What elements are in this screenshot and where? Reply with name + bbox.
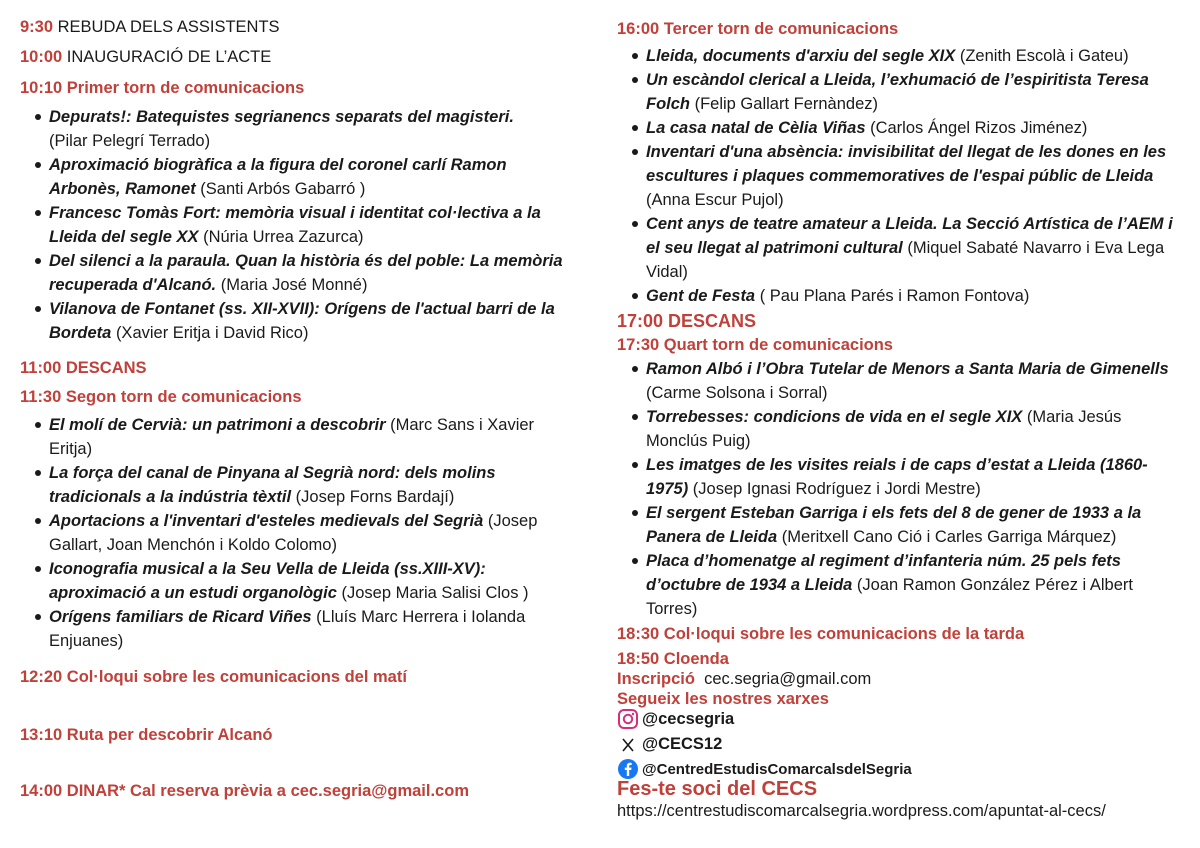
list-item: Gent de Festa ( Pau Plana Parés i Ramon Fontova) bbox=[617, 284, 1183, 308]
list-item: Placa d’homenatge al regiment d’infanteria núm. 25 pels fets d’octubre de 1934 a Lleida (Joan Ramon González Pérez i Albert Torres) bbox=[617, 549, 1183, 621]
facebook-handle: @CentredEstudisComarcalsdelSegria bbox=[642, 760, 912, 778]
event-label: REBUDA DELS ASSISTENTS bbox=[57, 18, 280, 36]
follow-heading: Segueix les nostres xarxes bbox=[617, 690, 829, 708]
list-item: Vilanova de Fontanet (ss. XII-XVII): Orígens de l'actual barri de la Bordeta (Xavier Eritja i David Rico) bbox=[20, 297, 580, 345]
time-label: 10:00 bbox=[20, 48, 63, 66]
registration-label: Inscripció bbox=[617, 670, 695, 688]
route-event: 13:10 Ruta per descobrir Alcanó bbox=[20, 726, 273, 744]
x-handle: @CECS12 bbox=[642, 734, 723, 753]
colloquium-morning: 12:20 Col·loqui sobre les comunicacions del matí bbox=[20, 668, 407, 686]
membership-url[interactable]: https://centrestudiscomarcalsegria.wordpress.com/apuntat-al-cecs/ bbox=[617, 802, 1106, 820]
session1-heading: 10:10 Primer torn de comunicacions bbox=[20, 79, 305, 97]
x-icon bbox=[617, 733, 639, 755]
session1-list bbox=[20, 105, 580, 345]
social-x[interactable] bbox=[617, 733, 722, 755]
session2-list bbox=[20, 413, 580, 653]
break-morning: 11:00 DESCANS bbox=[20, 359, 147, 377]
list-item: Aproximació biogràfica a la figura del coronel carlí Ramon Arbonès, Ramonet (Santi Arbós Gabarró ) bbox=[20, 153, 580, 201]
list-item: Del silenci a la paraula. Quan la història és del poble: La memòria recuperada d'Alcanó. (Maria José Monné) bbox=[20, 249, 580, 297]
list-item: Un escàndol clerical a Lleida, l’exhumació de l’espiritista Teresa Folch (Felip Gallart Fernàndez) bbox=[617, 68, 1183, 116]
event-label: INAUGURACIÓ DE L’ACTE bbox=[66, 48, 272, 66]
agenda-item-welcome bbox=[20, 16, 280, 39]
lunch-event: 14:00 DINAR* Cal reserva prèvia a cec.segria@gmail.com bbox=[20, 782, 469, 800]
list-item: Iconografia musical a la Seu Vella de Lleida (ss.XIII-XV): aproximació a un estudi organològic (Josep Maria Salisi Clos ) bbox=[20, 557, 580, 605]
list-item: El sergent Esteban Garriga i els fets del 8 de gener de 1933 a la Panera de Lleida (Meritxell Cano Ció i Carles Garriga Márquez) bbox=[617, 501, 1183, 549]
session4-list bbox=[617, 357, 1183, 621]
social-instagram[interactable] bbox=[617, 708, 734, 730]
colloquium-afternoon: 18:30 Col·loqui sobre les comunicacions de la tarda bbox=[617, 625, 1025, 643]
list-item: Francesc Tomàs Fort: memòria visual i identitat col·lectiva a la Lleida del segle XX (Núria Urrea Zazurca) bbox=[20, 201, 580, 249]
time-label: 9:30 bbox=[20, 18, 54, 36]
list-item: Les imatges de les visites reials i de caps d’estat a Lleida (1860-1975) (Josep Ignasi Rodríguez i Jordi Mestre) bbox=[617, 453, 1183, 501]
list-item: Ramon Albó i l’Obra Tutelar de Menors a Santa Maria de Gimenells (Carme Solsona i Sorral) bbox=[617, 357, 1183, 405]
break-afternoon: 17:00 DESCANS bbox=[617, 311, 757, 331]
list-item: Cent anys de teatre amateur a Lleida. La Secció Artística de l’AEM i el seu llegat al patrimoni cultural (Miquel Sabaté Navarro i Eva Lega Vidal) bbox=[617, 212, 1183, 284]
list-item: Aportacions a l'inventari d'esteles medievals del Segrià (Josep Gallart, Joan Menchón i Koldo Colomo) bbox=[20, 509, 580, 557]
list-item: Inventari d'una absència: invisibilitat del llegat de les dones en les escultures i plaques commemoratives de l'espai públic de Lleida (Anna Escur Pujol) bbox=[617, 140, 1183, 212]
session4-heading: 17:30 Quart torn de comunicacions bbox=[617, 336, 893, 354]
session3-heading: 16:00 Tercer torn de comunicacions bbox=[617, 20, 899, 38]
list-item: Torrebesses: condicions de vida en el segle XIX (Maria Jesús Monclús Puig) bbox=[617, 405, 1183, 453]
session3-list bbox=[617, 44, 1183, 308]
session2-heading: 11:30 Segon torn de comunicacions bbox=[20, 388, 302, 406]
list-item: La força del canal de Pinyana al Segrià nord: dels molins tradicionals a la indústria tèxtil (Josep Forns Bardají) bbox=[20, 461, 580, 509]
agenda-item-inauguration bbox=[20, 46, 271, 69]
instagram-icon bbox=[617, 708, 639, 730]
list-item: Orígens familiars de Ricard Viñes (Lluís Marc Herrera i Iolanda Enjuanes) bbox=[20, 605, 580, 653]
list-item: Lleida, documents d'arxiu del segle XIX (Zenith Escolà i Gateu) bbox=[617, 44, 1183, 68]
list-item: Depurats!: Batequistes segrianencs separats del magisteri. (Pilar Pelegrí Terrado) bbox=[20, 105, 580, 153]
membership-heading: Fes-te soci del CECS bbox=[617, 778, 818, 800]
registration-email[interactable]: cec.segria@gmail.com bbox=[704, 670, 872, 688]
list-item: La casa natal de Cèlia Viñas (Carlos Ángel Rizos Jiménez) bbox=[617, 116, 1183, 140]
instagram-handle: @cecsegria bbox=[642, 709, 735, 728]
closing-event: 18:50 Cloenda bbox=[617, 650, 729, 668]
list-item: El molí de Cervià: un patrimoni a descobrir (Marc Sans i Xavier Eritja) bbox=[20, 413, 580, 461]
